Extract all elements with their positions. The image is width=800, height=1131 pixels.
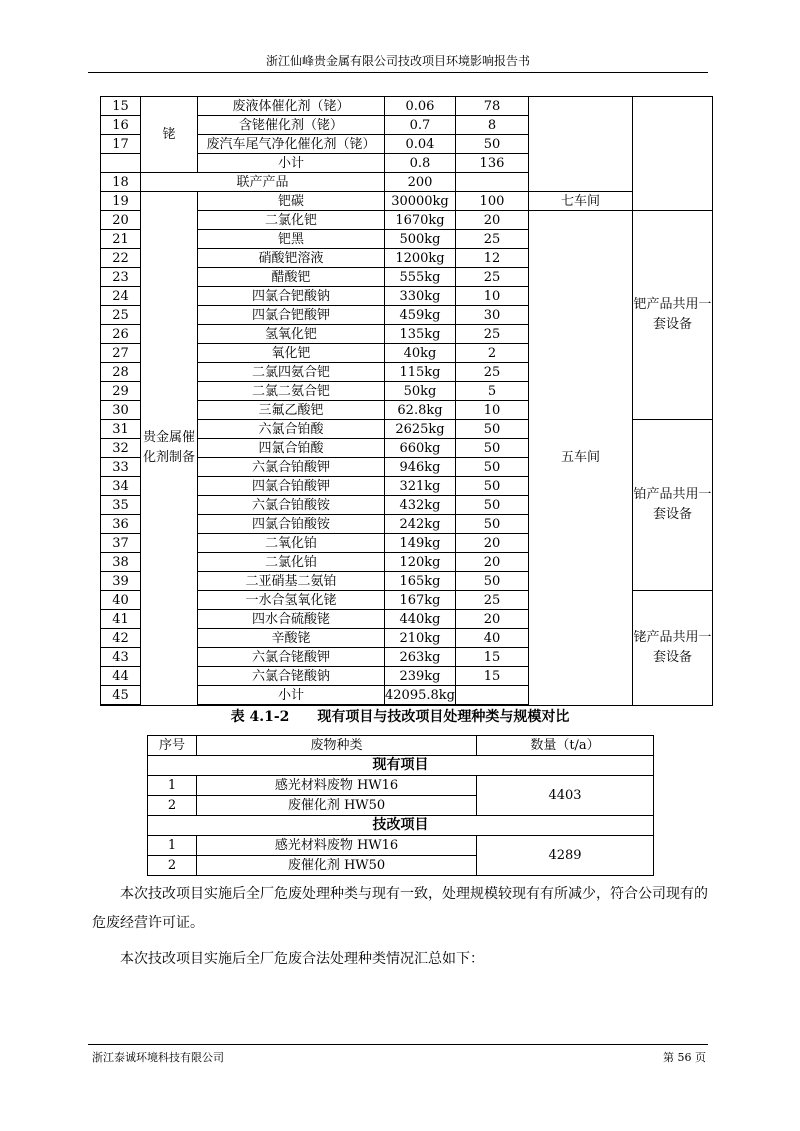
row-name: 四氯合铂酸铵 — [198, 515, 385, 534]
table-row — [101, 97, 713, 116]
row-count: 30 — [455, 306, 528, 325]
row-qty: 330kg — [385, 287, 456, 306]
row-qty: 115kg — [385, 363, 456, 382]
subtotal-count: 136 — [455, 154, 528, 173]
waste-products-table — [100, 96, 713, 706]
row-qty: 200 — [385, 173, 456, 192]
existing-qty: 4403 — [477, 776, 654, 816]
row-name: 硝酸钯溶液 — [198, 249, 385, 268]
row-name: 六氯合铂酸 — [198, 420, 385, 439]
header-no: 序号 — [148, 736, 197, 756]
row-no: 2 — [148, 856, 197, 876]
row-count: 50 — [455, 439, 528, 458]
row-no: 30 — [101, 401, 141, 420]
section-existing: 现有项目 — [148, 756, 654, 776]
row-count: 15 — [455, 648, 528, 667]
row-qty: 0.7 — [385, 116, 456, 135]
row-qty: 62.8kg — [385, 401, 456, 420]
row-count — [455, 686, 528, 706]
row-name: 四水合硫酸铑 — [198, 610, 385, 629]
footer-company: 浙江泰诚环境科技有限公司 — [92, 1051, 224, 1064]
row-no: 17 — [101, 135, 141, 154]
row-no: 36 — [101, 515, 141, 534]
row-no — [101, 154, 141, 173]
row-name: 六氯合铑酸钠 — [198, 667, 385, 686]
row-qty: 321kg — [385, 477, 456, 496]
row-count: 100 — [455, 192, 528, 211]
row-no: 26 — [101, 325, 141, 344]
row-count: 78 — [455, 97, 528, 116]
workshop-cell — [528, 97, 632, 192]
row-name: 六氯合铂酸铵 — [198, 496, 385, 515]
row-no: 16 — [101, 116, 141, 135]
note-rh: 铑产品共用一套设备 — [632, 591, 712, 706]
row-qty: 0.04 — [385, 135, 456, 154]
row-count: 25 — [455, 230, 528, 249]
row-count: 20 — [455, 610, 528, 629]
row-no: 18 — [101, 173, 141, 192]
row-count: 25 — [455, 268, 528, 287]
table-row — [101, 192, 713, 211]
row-qty: 135kg — [385, 325, 456, 344]
row-count: 8 — [455, 116, 528, 135]
row-qty: 165kg — [385, 572, 456, 591]
row-count: 25 — [455, 325, 528, 344]
row-count: 20 — [455, 211, 528, 230]
row-count: 40 — [455, 629, 528, 648]
row-count: 50 — [455, 458, 528, 477]
row-count: 50 — [455, 477, 528, 496]
row-type: 废催化剂 HW50 — [197, 796, 477, 816]
row-no: 20 — [101, 211, 141, 230]
row-qty: 239kg — [385, 667, 456, 686]
row-type: 感光材料废物 HW16 — [197, 776, 477, 796]
row-name: 辛酸铑 — [198, 629, 385, 648]
row-no: 25 — [101, 306, 141, 325]
row-name: 一水合氢氧化铑 — [198, 591, 385, 610]
paragraph: 本次技改项目实施后全厂危废处理种类与现有一致，处理规模较现有有所减少，符合公司现有的危废经营许可证。 — [92, 886, 708, 931]
row-qty: 149kg — [385, 534, 456, 553]
row-no: 38 — [101, 553, 141, 572]
workshop-7: 七车间 — [528, 192, 632, 211]
row-count: 50 — [455, 515, 528, 534]
row-qty: 432kg — [385, 496, 456, 515]
row-qty: 242kg — [385, 515, 456, 534]
total-name: 小计 — [198, 686, 385, 706]
header-type: 废物种类 — [197, 736, 477, 756]
row-count: 2 — [455, 344, 528, 363]
row-count: 5 — [455, 382, 528, 401]
row-no: 28 — [101, 363, 141, 382]
row-name: 四氯合铂酸 — [198, 439, 385, 458]
footer-rule — [88, 1044, 708, 1045]
row-qty: 167kg — [385, 591, 456, 610]
row-no: 2 — [148, 796, 197, 816]
row-qty: 459kg — [385, 306, 456, 325]
row-name: 六氯合铂酸钾 — [198, 458, 385, 477]
row-name: 废汽车尾气净化催化剂（铑） — [198, 135, 385, 154]
row-count: 10 — [455, 401, 528, 420]
row-count: 25 — [455, 591, 528, 610]
row-name: 三氟乙酸钯 — [198, 401, 385, 420]
row-no: 1 — [148, 776, 197, 796]
row-no: 29 — [101, 382, 141, 401]
row-qty: 1670kg — [385, 211, 456, 230]
row-count: 20 — [455, 553, 528, 572]
group-catalyst-prep: 贵金属催化剂制备 — [141, 192, 198, 706]
row-no: 22 — [101, 249, 141, 268]
row-qty: 2625kg — [385, 420, 456, 439]
row-qty: 50kg — [385, 382, 456, 401]
row-qty: 1200kg — [385, 249, 456, 268]
row-name: 含铑催化剂（铑） — [198, 116, 385, 135]
row-no: 33 — [101, 458, 141, 477]
row-name: 六氯合铑酸钾 — [198, 648, 385, 667]
row-count: 15 — [455, 667, 528, 686]
paragraph: 本次技改项目实施后全厂危废合法处理种类情况汇总如下： — [120, 951, 484, 967]
group-rh: 铑 — [141, 97, 198, 173]
row-count: 50 — [455, 496, 528, 515]
row-no: 43 — [101, 648, 141, 667]
row-qty: 30000kg — [385, 192, 456, 211]
table-header-row — [148, 736, 654, 756]
row-name: 四氯合钯酸钠 — [198, 287, 385, 306]
row-name: 二氯二氨合钯 — [198, 382, 385, 401]
footer-page-number: 第 56 页 — [663, 1051, 706, 1064]
workshop-5: 五车间 — [528, 211, 632, 706]
row-qty: 0.06 — [385, 97, 456, 116]
table-row — [148, 776, 654, 796]
row-no: 1 — [148, 836, 197, 856]
row-name: 二氯化钯 — [198, 211, 385, 230]
row-qty: 210kg — [385, 629, 456, 648]
row-no: 45 — [101, 686, 141, 706]
tech-qty: 4289 — [477, 836, 654, 876]
row-qty: 263kg — [385, 648, 456, 667]
row-count: 50 — [455, 420, 528, 439]
row-qty: 120kg — [385, 553, 456, 572]
row-name: 四氯合钯酸钾 — [198, 306, 385, 325]
note-pd: 钯产品共用一套设备 — [632, 211, 712, 420]
group-coproduct: 联产产品 — [141, 173, 385, 192]
row-count: 25 — [455, 363, 528, 382]
row-type: 感光材料废物 HW16 — [197, 836, 477, 856]
row-no: 37 — [101, 534, 141, 553]
table-row — [148, 836, 654, 856]
row-no: 35 — [101, 496, 141, 515]
row-qty: 40kg — [385, 344, 456, 363]
row-no: 44 — [101, 667, 141, 686]
row-count: 10 — [455, 287, 528, 306]
page-header: 浙江仙峰贵金属有限公司技改项目环境影响报告书 — [265, 54, 530, 68]
section-tech: 技改项目 — [148, 816, 654, 836]
row-name: 二亚硝基二氨铂 — [198, 572, 385, 591]
row-name: 二氧化铂 — [198, 534, 385, 553]
comparison-table — [147, 735, 654, 876]
row-count: 50 — [455, 572, 528, 591]
row-qty: 440kg — [385, 610, 456, 629]
row-count: 50 — [455, 135, 528, 154]
row-no: 21 — [101, 230, 141, 249]
table-caption: 表 4.1-2 现有项目与技改项目处理种类与规模对比 — [230, 709, 570, 725]
row-no: 19 — [101, 192, 141, 211]
row-name: 二氯四氨合钯 — [198, 363, 385, 382]
row-qty: 660kg — [385, 439, 456, 458]
note-cell — [632, 97, 712, 211]
row-type: 废催化剂 HW50 — [197, 856, 477, 876]
row-no: 41 — [101, 610, 141, 629]
row-name: 废液体催化剂（铑） — [198, 97, 385, 116]
subtotal-name: 小计 — [198, 154, 385, 173]
row-name: 四氯合铂酸钾 — [198, 477, 385, 496]
header-rule — [88, 72, 708, 73]
row-no: 24 — [101, 287, 141, 306]
header-qty: 数量（t/a） — [477, 736, 654, 756]
total-qty: 42095.8kg — [385, 686, 456, 706]
section-row — [148, 816, 654, 836]
row-no: 42 — [101, 629, 141, 648]
row-name: 醋酸钯 — [198, 268, 385, 287]
subtotal-qty: 0.8 — [385, 154, 456, 173]
row-count — [455, 173, 528, 192]
row-no: 34 — [101, 477, 141, 496]
row-count: 20 — [455, 534, 528, 553]
row-no: 32 — [101, 439, 141, 458]
row-name: 钯黑 — [198, 230, 385, 249]
row-name: 钯碳 — [198, 192, 385, 211]
row-no: 40 — [101, 591, 141, 610]
section-row — [148, 756, 654, 776]
row-no: 27 — [101, 344, 141, 363]
row-no: 23 — [101, 268, 141, 287]
row-no: 15 — [101, 97, 141, 116]
note-pt: 铂产品共用一套设备 — [632, 420, 712, 591]
row-qty: 555kg — [385, 268, 456, 287]
row-name: 氢氧化钯 — [198, 325, 385, 344]
row-qty: 946kg — [385, 458, 456, 477]
row-name: 氧化钯 — [198, 344, 385, 363]
row-no: 31 — [101, 420, 141, 439]
row-name: 二氯化铂 — [198, 553, 385, 572]
row-no: 39 — [101, 572, 141, 591]
row-count: 12 — [455, 249, 528, 268]
row-qty: 500kg — [385, 230, 456, 249]
